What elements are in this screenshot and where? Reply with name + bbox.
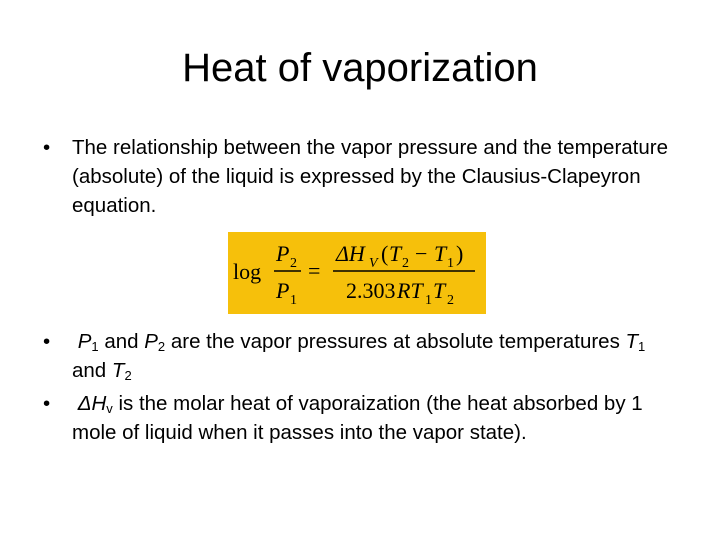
delta-h-sub: V xyxy=(369,256,378,271)
and-text: and xyxy=(98,330,145,353)
rt-var: RT xyxy=(397,278,423,303)
t1-sub: 1 xyxy=(447,256,454,271)
bullet-text xyxy=(43,327,683,385)
equation-graphic xyxy=(228,232,486,314)
minus-sign: − xyxy=(415,241,428,266)
p-symbol: P xyxy=(144,330,158,353)
bullet-molar-heat xyxy=(43,389,683,447)
coefficient-2303: 2.303 xyxy=(346,278,396,303)
t-symbol: T xyxy=(625,330,639,353)
bullet-dot: • xyxy=(43,392,51,415)
t2-sub: 2 xyxy=(402,256,409,271)
delta-h-subscript: v xyxy=(106,401,113,416)
log-text: log xyxy=(233,259,262,284)
clausius-clapeyron-equation xyxy=(228,232,486,314)
and-text: and xyxy=(72,359,112,382)
p1-var: P xyxy=(276,278,290,303)
t1-subscript: 1 xyxy=(638,339,646,354)
delta-h-var: ΔH xyxy=(336,241,365,266)
bullet-text xyxy=(43,389,683,447)
bullet-vapor-pressures xyxy=(43,327,683,385)
den-t1-sub: 1 xyxy=(425,293,432,308)
bullet-text: The relationship between the vapor pressure and the temperature (absolute) of the liquid is expressed by the Clausius-Clapeyron equation. xyxy=(72,136,669,217)
den-t2-var: T xyxy=(433,278,446,303)
t-symbol: T xyxy=(111,359,125,382)
p1-subscript: 1 xyxy=(91,339,99,354)
delta-h-symbol: ΔH xyxy=(77,392,107,415)
p2-var: P xyxy=(276,241,290,266)
open-paren: ( xyxy=(381,241,389,266)
p2-sub: 2 xyxy=(290,256,297,271)
middle-text: are the vapor pressures at absolute temperatures xyxy=(165,330,626,353)
equals-sign: = xyxy=(308,258,321,283)
bullet-dot: • xyxy=(43,136,51,159)
p-symbol: P xyxy=(77,330,92,353)
p1-sub: 1 xyxy=(290,293,297,308)
bullet-dot: • xyxy=(43,330,51,353)
p2-subscript: 2 xyxy=(157,339,166,354)
t2-var: T xyxy=(389,241,402,266)
den-t2-sub: 2 xyxy=(447,293,454,308)
t2-subscript: 2 xyxy=(124,368,132,383)
close-paren: ) xyxy=(456,241,464,266)
bullet-clausius-clapeyron xyxy=(43,133,683,220)
molar-heat-text: is the molar heat of vaporaization (the heat absorbed by 1 mole of liquid when it passes into the vapor state). xyxy=(72,392,643,444)
t1-var: T xyxy=(434,241,447,266)
slide-title: Heat of vaporization xyxy=(182,46,538,90)
